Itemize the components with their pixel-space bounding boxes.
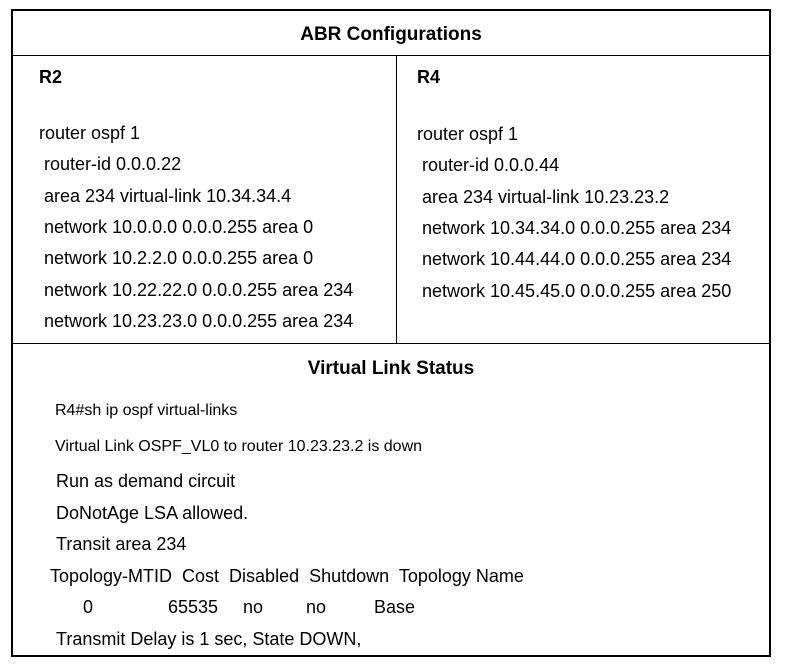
r2-config-line: network 10.2.2.0 0.0.0.255 area 0 bbox=[39, 248, 314, 268]
r4-config-line: area 234 virtual-link 10.23.23.2 bbox=[417, 187, 670, 207]
show-command: R4#sh ip ospf virtual-links bbox=[55, 402, 238, 419]
r4-config-line: network 10.45.45.0 0.0.0.255 area 250 bbox=[417, 281, 732, 301]
topology-cost-value: 65535 bbox=[168, 597, 219, 617]
status-detail-line: Transit area 234 bbox=[56, 534, 187, 554]
virtual-link-status-title: Virtual Link Status bbox=[307, 358, 475, 379]
r2-config-line: network 10.23.23.0 0.0.0.255 area 234 bbox=[39, 311, 354, 331]
topology-shutdown-value: no bbox=[306, 597, 327, 617]
column-divider bbox=[396, 55, 397, 343]
abr-configurations-title: ABR Configurations bbox=[300, 24, 482, 45]
topology-header: Topology-MTID Cost Disabled Shutdown Topology Name bbox=[50, 566, 524, 586]
status-detail-line: DoNotAge LSA allowed. bbox=[56, 503, 249, 523]
r2-config-line: router-id 0.0.0.22 bbox=[39, 154, 182, 174]
virtual-link-summary: Virtual Link OSPF_VL0 to router 10.23.23.2 is down bbox=[55, 438, 423, 455]
r2-config-line: area 234 virtual-link 10.34.34.4 bbox=[39, 186, 292, 206]
r4-config-line: router ospf 1 bbox=[417, 124, 519, 144]
r4-config-line: router-id 0.0.0.44 bbox=[417, 155, 560, 175]
transmit-delay-line: Transmit Delay is 1 sec, State DOWN, bbox=[56, 629, 362, 649]
section-divider bbox=[13, 343, 769, 344]
status-detail-line: Run as demand circuit bbox=[56, 471, 236, 491]
r2-heading: R2 bbox=[39, 67, 63, 87]
topology-disabled-value: no bbox=[243, 597, 264, 617]
topology-name-value: Base bbox=[374, 597, 416, 617]
r2-config-line: router ospf 1 bbox=[39, 123, 141, 143]
topology-mtid-value: 0 bbox=[83, 597, 94, 617]
r2-config-line: network 10.22.22.0 0.0.0.255 area 234 bbox=[39, 280, 354, 300]
r4-config-line: network 10.44.44.0 0.0.0.255 area 234 bbox=[417, 249, 732, 269]
config-table bbox=[11, 9, 771, 657]
r4-heading: R4 bbox=[417, 67, 441, 87]
header-divider bbox=[13, 55, 769, 56]
r2-config-line: network 10.0.0.0 0.0.0.255 area 0 bbox=[39, 217, 314, 237]
r4-config-line: network 10.34.34.0 0.0.0.255 area 234 bbox=[417, 218, 732, 238]
